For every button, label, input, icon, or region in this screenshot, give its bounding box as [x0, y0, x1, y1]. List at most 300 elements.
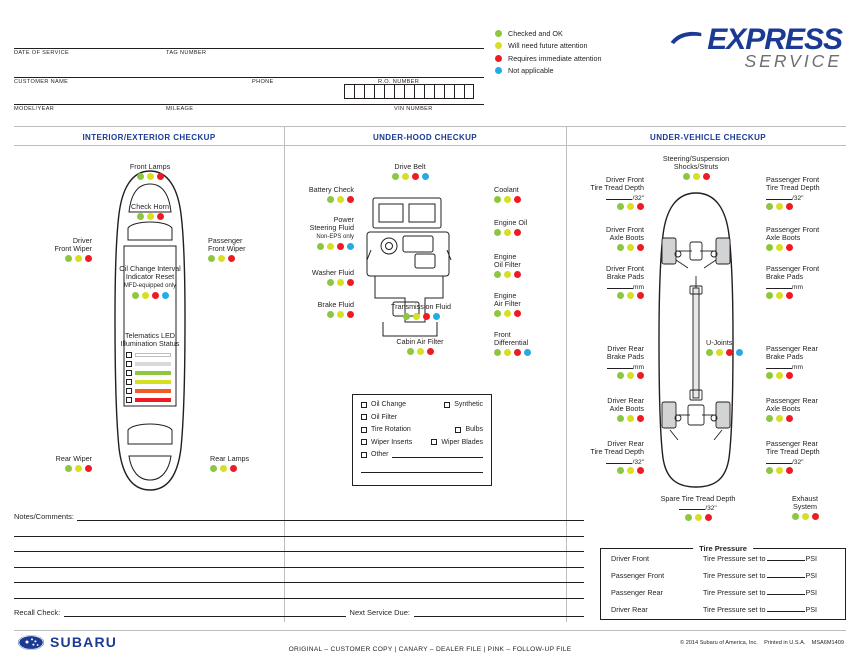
- item-rear-lamps: [210, 455, 284, 472]
- notes-line-3[interactable]: [14, 537, 584, 553]
- recall-check-field[interactable]: [64, 608, 345, 617]
- dots-driver-front-brake-pads[interactable]: [572, 292, 644, 299]
- dot-green[interactable]: [792, 513, 799, 520]
- dot-blue[interactable]: [524, 349, 531, 356]
- dot-green[interactable]: [317, 243, 324, 250]
- dot-yellow[interactable]: [402, 173, 409, 180]
- dots-engine-air-filter[interactable]: [494, 310, 558, 317]
- dots-front-differential[interactable]: [494, 349, 558, 356]
- dot-red[interactable]: [786, 292, 793, 299]
- other-write-in-line-1[interactable]: [392, 451, 483, 458]
- dot-green[interactable]: [766, 372, 773, 379]
- dot-red[interactable]: [786, 244, 793, 251]
- measurement-field[interactable]: [766, 282, 848, 291]
- dot-green[interactable]: [208, 255, 215, 262]
- dot-red[interactable]: [85, 255, 92, 262]
- label-set-to: Tire Pressure set to: [703, 605, 766, 614]
- dot-red[interactable]: [228, 255, 235, 262]
- dots-u-joints[interactable]: [706, 349, 766, 356]
- checkbox[interactable]: [126, 361, 132, 367]
- checklist-col2-bulbs[interactable]: [455, 426, 483, 433]
- dot-red[interactable]: [347, 311, 354, 318]
- dot-yellow[interactable]: [693, 173, 700, 180]
- dots-passenger-rear-brake-pads[interactable]: [766, 372, 848, 379]
- item-passenger-front-tire-tread-depth: [766, 176, 848, 210]
- item-cabin-air-filter: [370, 338, 470, 355]
- dot-red[interactable]: [412, 173, 419, 180]
- dot-green[interactable]: [617, 244, 624, 251]
- dot-red[interactable]: [637, 415, 644, 422]
- set-text-group: [703, 571, 817, 580]
- checklist-row-oil-change[interactable]: [361, 401, 483, 408]
- dot-green[interactable]: [617, 292, 624, 299]
- legend-label-ok: Checked and OK: [508, 28, 563, 38]
- dot-green[interactable]: [327, 311, 334, 318]
- dot-green[interactable]: [494, 271, 501, 278]
- label-ps-fluid-line3: Non-EPS only: [316, 233, 354, 240]
- bar-green: [135, 371, 171, 375]
- dot-yellow[interactable]: [337, 279, 344, 286]
- dots-steering-suspension[interactable]: [640, 173, 752, 180]
- item-exhaust-system: [770, 495, 840, 520]
- label-battery-check: Battery Check: [308, 185, 354, 194]
- dot-green[interactable]: [706, 349, 713, 356]
- dot-yellow[interactable]: [218, 255, 225, 262]
- dot-green[interactable]: [65, 255, 72, 262]
- dot-green[interactable]: [494, 349, 501, 356]
- checklist-row-oil-filter[interactable]: [361, 414, 483, 421]
- label-line1: Driver Front: [606, 225, 644, 234]
- dots-rear-wiper[interactable]: [18, 465, 92, 472]
- label-vin-number: VIN NUMBER: [394, 106, 433, 112]
- dots-passenger-front-wiper[interactable]: [208, 255, 288, 262]
- label-front-differential-line1: Front: [494, 330, 511, 339]
- checkbox-wiper-inserts[interactable]: [361, 439, 367, 445]
- dots-battery-check[interactable]: [290, 196, 354, 203]
- label-line1: Driver Front: [606, 264, 644, 273]
- checkbox[interactable]: [126, 370, 132, 376]
- label-line2: Axle Boots: [609, 233, 644, 243]
- tire-pressure-row-driver-rear[interactable]: [601, 602, 845, 617]
- label-brake-fluid: Brake Fluid: [317, 300, 354, 309]
- section-title-undervehicle-text: UNDER-VEHICLE CHECKUP: [650, 132, 766, 142]
- legend-item-ok: [495, 27, 665, 40]
- dot-red[interactable]: [337, 243, 344, 250]
- dots-passenger-front-axle-boots[interactable]: [766, 244, 848, 251]
- dot-green[interactable]: [392, 173, 399, 180]
- telematics-row-1[interactable]: [126, 350, 180, 359]
- footer-printed: Printed in U.S.A.: [764, 640, 806, 646]
- checklist-row-wiper-inserts[interactable]: [361, 439, 483, 446]
- label-line2: Brake Pads: [606, 272, 644, 282]
- dots-coolant[interactable]: [494, 196, 558, 203]
- dots-front-lamps[interactable]: [95, 173, 205, 180]
- telematics-row-2[interactable]: [126, 359, 180, 368]
- label-rear-wiper: Rear Wiper: [55, 454, 92, 463]
- dot-yellow[interactable]: [504, 310, 511, 317]
- dot-red[interactable]: [786, 467, 793, 474]
- label-unit: PSI: [805, 605, 818, 614]
- field-line-1[interactable]: [14, 48, 484, 49]
- dot-yellow[interactable]: [695, 514, 702, 521]
- dots-oil-change-interval[interactable]: [100, 292, 200, 299]
- dots-spare-tire[interactable]: [628, 514, 768, 521]
- dot-blue[interactable]: [422, 173, 429, 180]
- next-service-due-field[interactable]: [414, 608, 584, 617]
- label-line1: Passenger Rear: [766, 439, 818, 448]
- dots-driver-rear-brake-pads[interactable]: [572, 372, 644, 379]
- measurement-field[interactable]: [572, 362, 644, 371]
- dot-red[interactable]: [786, 372, 793, 379]
- dot-yellow[interactable]: [504, 196, 511, 203]
- measurement-unit: /32": [792, 194, 804, 202]
- dot-green[interactable]: [683, 173, 690, 180]
- telematics-row-5[interactable]: [126, 386, 180, 395]
- legend-item-future: [495, 40, 665, 53]
- label-line1: Passenger Front: [766, 264, 820, 273]
- dot-green[interactable]: [617, 203, 624, 210]
- dot-red[interactable]: [637, 244, 644, 251]
- dot-yellow[interactable]: [75, 255, 82, 262]
- bar-gray: [135, 362, 171, 366]
- dot-yellow[interactable]: [627, 203, 634, 210]
- label-driver-front-wiper-line1: Driver: [72, 236, 92, 245]
- telematics-row-6[interactable]: [126, 395, 180, 404]
- swoosh-icon: [669, 28, 703, 48]
- dot-green[interactable]: [137, 173, 144, 180]
- dot-blue[interactable]: [433, 313, 440, 320]
- bar-yellow: [135, 380, 171, 384]
- label-drive-belt: Drive Belt: [394, 162, 426, 171]
- label-engine-oil-filter-line1: Engine: [494, 252, 517, 261]
- dots-brake-fluid[interactable]: [290, 311, 354, 318]
- dots-check-horn[interactable]: [95, 213, 205, 220]
- label-set-to: Tire Pressure set to: [703, 588, 766, 597]
- notes-line-2[interactable]: [14, 521, 584, 537]
- dots-driver-rear-tire-tread[interactable]: [572, 467, 644, 474]
- dot-yellow[interactable]: [147, 173, 154, 180]
- dot-red[interactable]: [703, 173, 710, 180]
- checkbox-bulbs[interactable]: [455, 427, 461, 433]
- dot-green[interactable]: [766, 203, 773, 210]
- notes-section: [14, 510, 584, 599]
- dots-driver-front-tire-tread[interactable]: [572, 203, 644, 210]
- dot-green[interactable]: [407, 348, 414, 355]
- dot-red[interactable]: [427, 348, 434, 355]
- dot-yellow[interactable]: [504, 271, 511, 278]
- dot-green[interactable]: [132, 292, 139, 299]
- dot-yellow[interactable]: [776, 415, 783, 422]
- dot-green[interactable]: [685, 514, 692, 521]
- dot-yellow[interactable]: [776, 203, 783, 210]
- dot-yellow[interactable]: [716, 349, 723, 356]
- checkbox[interactable]: [126, 397, 132, 403]
- dots-driver-rear-axle-boots[interactable]: [572, 415, 644, 422]
- label-line1: Driver Front: [606, 175, 644, 184]
- dots-power-steering-fluid[interactable]: [290, 243, 354, 250]
- dot-yellow[interactable]: [147, 213, 154, 220]
- legend-label-na: Not applicable: [508, 66, 554, 76]
- bar-white: [135, 353, 171, 357]
- dots-rear-lamps[interactable]: [210, 465, 284, 472]
- section-title-underhood: [290, 127, 560, 147]
- dot-red[interactable]: [637, 372, 644, 379]
- notes-line-6[interactable]: [14, 583, 584, 599]
- dot-green[interactable]: [327, 196, 334, 203]
- item-steering-suspension: [640, 155, 752, 180]
- dot-yellow[interactable]: [776, 244, 783, 251]
- item-front-differential: [494, 331, 558, 356]
- label-ps-fluid-line1: Power: [333, 215, 354, 224]
- label-engine-oil-filter-line2: Oil Filter: [494, 260, 521, 270]
- dots-exhaust-system[interactable]: [770, 513, 840, 520]
- dot-yellow[interactable]: [220, 465, 227, 472]
- dot-yellow[interactable]: [776, 372, 783, 379]
- label-exhaust-line1: Exhaust: [792, 494, 818, 503]
- dot-green[interactable]: [494, 310, 501, 317]
- dot-yellow[interactable]: [776, 467, 783, 474]
- dot-red[interactable]: [514, 271, 521, 278]
- dot-yellow[interactable]: [327, 243, 334, 250]
- checklist-row-tire-rotation[interactable]: [361, 426, 483, 433]
- dot-red[interactable]: [812, 513, 819, 520]
- dot-red[interactable]: [786, 203, 793, 210]
- dot-yellow[interactable]: [504, 349, 511, 356]
- checkbox-other[interactable]: [361, 452, 367, 458]
- telematics-status-bars[interactable]: [126, 350, 180, 404]
- tire-pressure-row-passenger-front[interactable]: [601, 568, 845, 583]
- dot-red[interactable]: [514, 196, 521, 203]
- dot-red[interactable]: [423, 313, 430, 320]
- notes-first-line-row: [14, 510, 584, 521]
- checkbox[interactable]: [126, 388, 132, 394]
- label-wiper-blades: Wiper Blades: [441, 438, 483, 446]
- dots-passenger-rear-axle-boots[interactable]: [766, 415, 848, 422]
- label-wiper-inserts: Wiper Inserts: [371, 438, 413, 446]
- dot-green[interactable]: [766, 244, 773, 251]
- tire-pressure-row-driver-front[interactable]: [601, 551, 845, 566]
- legend-dot-yellow: [495, 42, 502, 49]
- dot-red[interactable]: [786, 415, 793, 422]
- dot-green[interactable]: [137, 213, 144, 220]
- label-line2: Tire Tread Depth: [766, 447, 820, 457]
- label-passenger-front-wiper-line2: Front Wiper: [208, 244, 246, 254]
- dots-passenger-front-brake-pads[interactable]: [766, 292, 848, 299]
- dot-red[interactable]: [157, 173, 164, 180]
- item-driver-front-tire-tread-depth: [572, 176, 644, 210]
- tire-pressure-panel: [600, 544, 846, 620]
- item-passenger-rear-brake-pads: [766, 345, 848, 379]
- value-field[interactable]: [767, 577, 805, 578]
- item-telematics-led-status: [100, 332, 200, 349]
- dot-red[interactable]: [514, 229, 521, 236]
- legend-item-na: [495, 65, 665, 78]
- label-date-of-service: DATE OF SERVICE: [14, 50, 70, 56]
- checkbox-synthetic[interactable]: [444, 402, 450, 408]
- set-text-group: [703, 605, 817, 614]
- notes-line-1[interactable]: [77, 510, 584, 521]
- measurement-field[interactable]: [572, 282, 644, 291]
- dots-passenger-rear-tire-tread[interactable]: [766, 467, 848, 474]
- dot-yellow[interactable]: [627, 372, 634, 379]
- dot-green[interactable]: [494, 229, 501, 236]
- dot-green[interactable]: [617, 415, 624, 422]
- dot-red[interactable]: [347, 279, 354, 286]
- item-passenger-front-wiper: [208, 237, 288, 262]
- dot-green[interactable]: [766, 292, 773, 299]
- dot-red[interactable]: [637, 467, 644, 474]
- telematics-row-3[interactable]: [126, 368, 180, 377]
- dot-red[interactable]: [85, 465, 92, 472]
- measurement-field[interactable]: [766, 362, 848, 371]
- dot-yellow[interactable]: [142, 292, 149, 299]
- dot-yellow[interactable]: [627, 292, 634, 299]
- label-check-horn: Check Horn: [131, 202, 169, 211]
- dot-red[interactable]: [157, 213, 164, 220]
- item-u-joints: [706, 339, 766, 356]
- measurement-unit: /32": [632, 194, 644, 202]
- label-oil-filter: Oil Filter: [371, 413, 398, 421]
- dot-green[interactable]: [210, 465, 217, 472]
- item-battery-check: [290, 186, 354, 203]
- measurement-field[interactable]: [766, 193, 848, 202]
- dot-blue[interactable]: [736, 349, 743, 356]
- set-text-group: [703, 588, 817, 597]
- dot-green[interactable]: [65, 465, 72, 472]
- measurement-field[interactable]: [572, 193, 644, 202]
- dot-green[interactable]: [327, 279, 334, 286]
- dot-yellow[interactable]: [337, 311, 344, 318]
- dot-green[interactable]: [766, 415, 773, 422]
- dot-blue[interactable]: [347, 243, 354, 250]
- tire-pressure-row-passenger-rear[interactable]: [601, 585, 845, 600]
- footer-divider: [14, 630, 846, 631]
- dot-yellow[interactable]: [337, 196, 344, 203]
- dot-green[interactable]: [766, 467, 773, 474]
- label-telematics-line2: Illumination Status: [120, 339, 180, 349]
- label-steering-suspension-line2: Shocks/Struts: [673, 162, 719, 172]
- bar-orange: [135, 389, 171, 393]
- dot-yellow[interactable]: [627, 415, 634, 422]
- checkbox-oil-filter[interactable]: [361, 414, 367, 420]
- measurement-field[interactable]: [766, 457, 848, 466]
- measurement-field[interactable]: [628, 503, 768, 512]
- notes-line-4[interactable]: [14, 552, 584, 568]
- label-line1: Passenger Front: [766, 225, 820, 234]
- item-engine-air-filter: [494, 292, 558, 317]
- dot-yellow[interactable]: [504, 229, 511, 236]
- field-line-3[interactable]: [14, 104, 484, 105]
- label-line1: Passenger Rear: [766, 344, 818, 353]
- label-position: Driver Rear: [611, 605, 648, 614]
- legend-label-immediate: Requires immediate attention: [508, 53, 602, 63]
- dot-red[interactable]: [514, 310, 521, 317]
- dot-red[interactable]: [637, 203, 644, 210]
- bar-red: [135, 398, 171, 402]
- dots-cabin-air-filter[interactable]: [370, 348, 470, 355]
- label-u-joints: U-Joints: [706, 338, 733, 347]
- dot-yellow[interactable]: [776, 292, 783, 299]
- dots-drive-belt[interactable]: [370, 173, 450, 180]
- dot-red[interactable]: [705, 514, 712, 521]
- dot-red[interactable]: [726, 349, 733, 356]
- checkbox-tire-rotation[interactable]: [361, 427, 367, 433]
- measurement-field[interactable]: [572, 457, 644, 466]
- vin-boxes[interactable]: [344, 84, 474, 99]
- dot-yellow[interactable]: [802, 513, 809, 520]
- checklist-col2-wiper-blades[interactable]: [431, 439, 483, 446]
- item-passenger-front-brake-pads: [766, 265, 848, 299]
- recall-check-label: Recall Check:: [14, 608, 61, 617]
- express-wordmark: EXPRESS: [707, 23, 842, 56]
- notes-line-5[interactable]: [14, 568, 584, 584]
- checkbox-oil-change[interactable]: [361, 402, 367, 408]
- dot-green[interactable]: [403, 313, 410, 320]
- dots-engine-oil[interactable]: [494, 229, 558, 236]
- item-washer-fluid: [290, 269, 354, 286]
- checkbox-wiper-blades[interactable]: [431, 439, 437, 445]
- label-oil-reset-line1: Oil Change Interval: [119, 264, 181, 273]
- item-driver-front-axle-boots: [572, 226, 644, 251]
- label-line1: Driver Rear: [607, 396, 644, 405]
- dot-red[interactable]: [347, 196, 354, 203]
- dot-yellow[interactable]: [627, 467, 634, 474]
- telematics-row-4[interactable]: [126, 377, 180, 386]
- value-field[interactable]: [767, 611, 805, 612]
- dots-engine-oil-filter[interactable]: [494, 271, 558, 278]
- value-field[interactable]: [767, 560, 805, 561]
- dots-washer-fluid[interactable]: [290, 279, 354, 286]
- checklist-row-other[interactable]: [361, 451, 483, 458]
- dots-driver-front-axle-boots[interactable]: [572, 244, 644, 251]
- dots-driver-front-wiper[interactable]: [18, 255, 92, 262]
- dot-yellow[interactable]: [417, 348, 424, 355]
- footer-copy-distribution: ORIGINAL – CUSTOMER COPY | CANARY – DEALER FILE | PINK – FOLLOW-UP FILE: [288, 646, 572, 653]
- dot-green[interactable]: [617, 467, 624, 474]
- dots-transmission-fluid[interactable]: [368, 313, 474, 320]
- dot-green[interactable]: [494, 196, 501, 203]
- label-tag-number: TAG NUMBER: [166, 50, 207, 56]
- legend: [495, 27, 665, 77]
- legend-label-future: Will need future attention: [508, 41, 588, 51]
- dot-yellow[interactable]: [627, 244, 634, 251]
- service-checklist-panel: [352, 394, 492, 486]
- dot-red[interactable]: [230, 465, 237, 472]
- dot-green[interactable]: [617, 372, 624, 379]
- dot-red[interactable]: [152, 292, 159, 299]
- checkbox[interactable]: [126, 379, 132, 385]
- label-front-lamps: Front Lamps: [129, 162, 171, 171]
- label-ps-fluid-line2: Steering Fluid: [309, 223, 354, 233]
- dots-passenger-front-tire-tread[interactable]: [766, 203, 848, 210]
- checklist-col2-synthetic[interactable]: [444, 401, 483, 408]
- label-spare-tire: Spare Tire Tread Depth: [660, 494, 736, 503]
- field-line-2[interactable]: [14, 77, 484, 78]
- label-line1: Driver Rear: [607, 344, 644, 353]
- other-write-in-line-2[interactable]: [361, 464, 483, 473]
- label-tire-rotation: Tire Rotation: [371, 426, 411, 433]
- legend-dot-blue: [495, 67, 502, 74]
- item-passenger-rear-axle-boots: [766, 397, 848, 422]
- subaru-wordmark: SUBARU: [50, 634, 118, 650]
- dot-red[interactable]: [514, 349, 521, 356]
- checkbox[interactable]: [126, 352, 132, 358]
- dot-yellow[interactable]: [75, 465, 82, 472]
- dot-red[interactable]: [637, 292, 644, 299]
- dot-blue[interactable]: [162, 292, 169, 299]
- dot-yellow[interactable]: [413, 313, 420, 320]
- value-field[interactable]: [767, 594, 805, 595]
